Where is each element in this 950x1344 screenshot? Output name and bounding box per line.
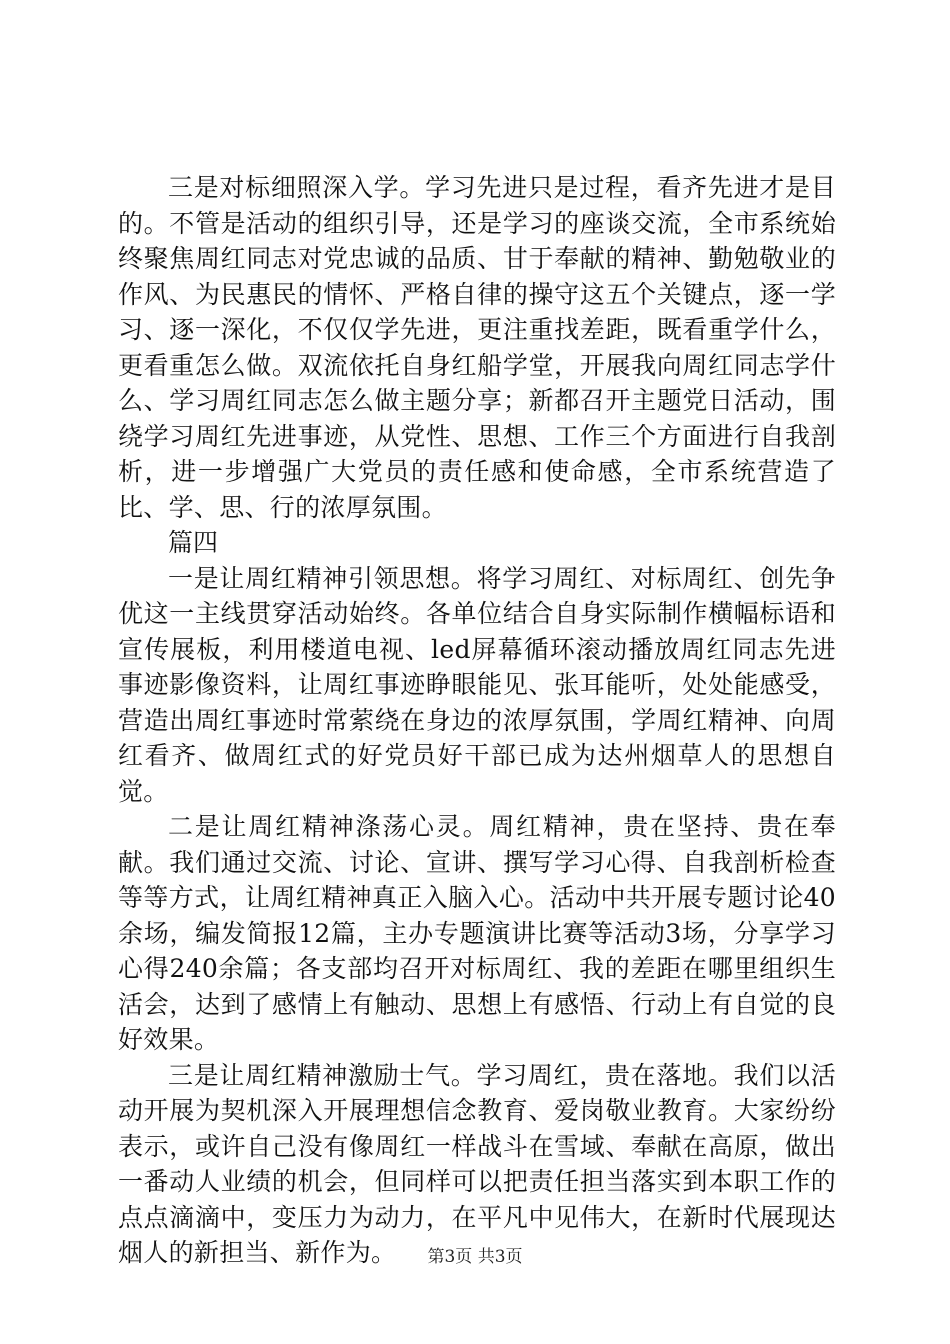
paragraph-intro-three: 三是对标细照深入学。学习先进只是过程，看齐先进才是目的。不管是活动的组织引导，还是学习的座谈交流，全市系统始终聚焦周红同志对党忠诚的品质、甘于奉献的精神、勤勉敬业的作风、为民惠民的情怀、严格自律的操守这五个关键点，逐一学习、逐一深化，不仅仅学先进，更注重找差距，既看重学什么，更看重怎么做。双流依托自身红船学堂，开展我向周红同志学什么、学习周红同志怎么做主题分享；新都召开主题党日活动，围绕学习周红先进事迹，从党性、思想、工作三个方面进行自我剖析，进一步增强广大党员的责任感和使命感，全市系统营造了比、学、思、行的浓厚氛围。 bbox=[118, 173, 836, 522]
paragraph-three: 三是让周红精神激励士气。学习周红，贵在落地。我们以活动开展为契机深入开展理想信念教育、爱岗敬业教育。大家纷纷表示，或许自己没有像周红一样战斗在雪域、奉献在高原，做出一番动人业绩的机会，但同样可以把责任担当落实到本职工作的点点滴滴中，变压力为动力，在平凡中见伟大，在新时代展现达烟人的新担当、新作为。 bbox=[118, 1060, 836, 1267]
section-heading: 篇四 bbox=[168, 528, 219, 557]
paragraph-one: 一是让周红精神引领思想。将学习周红、对标周红、创先争优这一主线贯穿活动始终。各单位结合自身实际制作横幅标语和宣传展板，利用楼道电视、led屏幕循环滚动播放周红同志先进事迹影像资料，让周红事迹睁眼能见、张耳能听，处处能感受，营造出周红事迹时常萦绕在身边的浓厚氛围，学周红精神、向周红看齐、做周红式的好党员好干部已成为达州烟草人的思想自觉。 bbox=[118, 563, 836, 806]
page-footer: 第3页 共3页 bbox=[427, 1247, 523, 1267]
paragraph-two: 二是让周红精神涤荡心灵。周红精神，贵在坚持、贵在奉献。我们通过交流、讨论、宣讲、撰写学习心得、自我剖析检查等等方式，让周红精神真正入脑入心。活动中共开展专题讨论40余场，编发简报12篇，主办专题演讲比赛等活动3场，分享学习心得240余篇；各支部均召开对标周红、我的差距在哪里组织生活会，达到了感情上有触动、思想上有感悟、行动上有自觉的良好效果。 bbox=[118, 812, 836, 1054]
document-body bbox=[118, 170, 836, 1271]
